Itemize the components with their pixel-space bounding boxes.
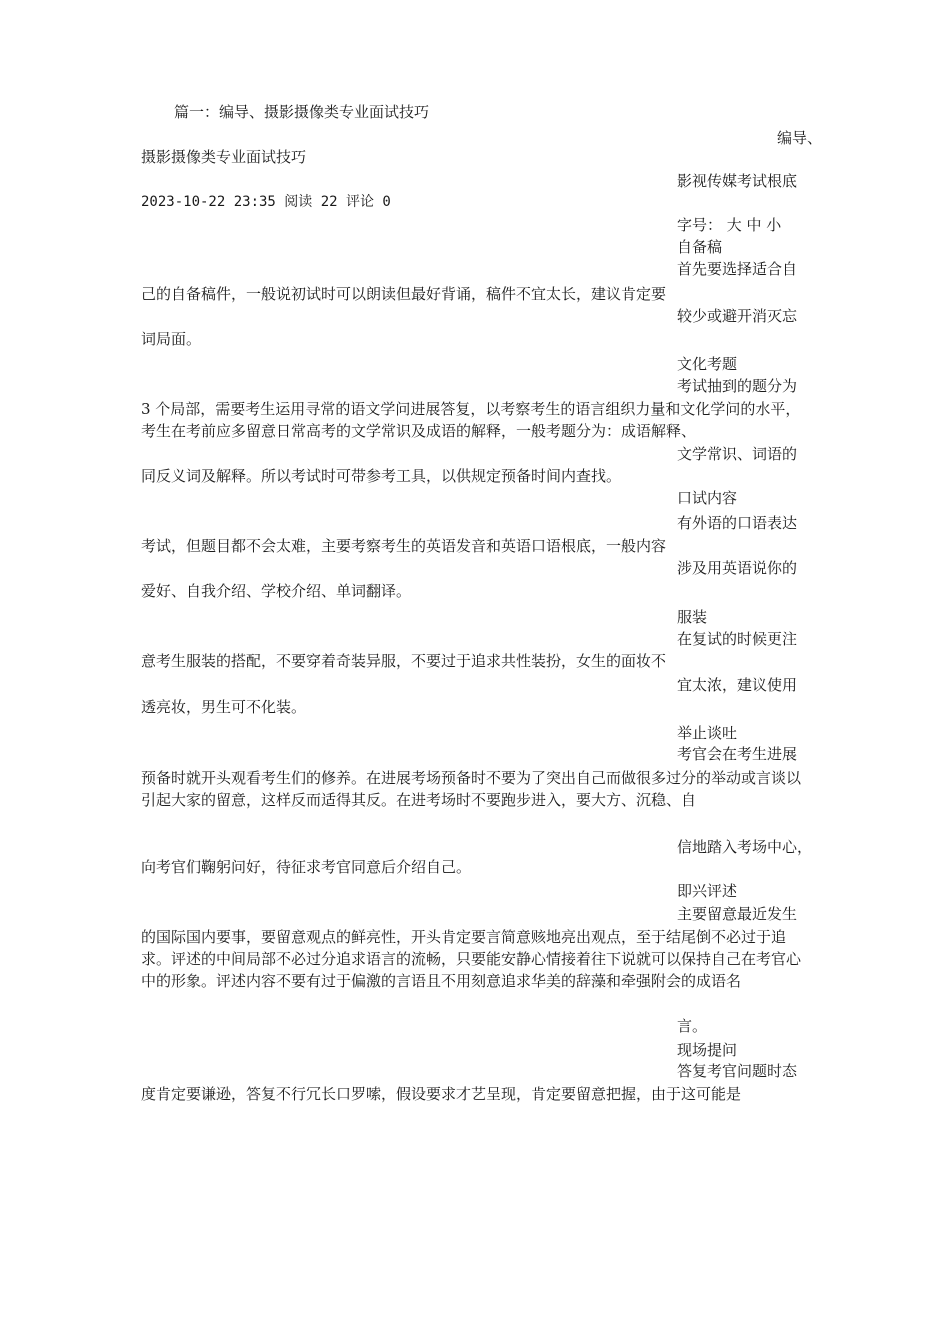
- paragraph-line: 词局面。: [141, 330, 202, 348]
- paragraph-block: 的国际国内要事，要留意观点的鲜亮性，开头肯定要言简意赅地亮出观点，至于结尾倒不必过于追求。评述的中间局部不必过分追求语言的流畅，只要能安静心情接着往下说就可以保持自己在考官心中的形象。评述内容不要有过于偏激的言语且不用刻意追求华美的辞藻和牵强附会的成语名: [141, 928, 802, 990]
- doc-title-continued: 摄影摄像类专业面试技巧: [141, 148, 307, 166]
- paragraph-line: 考官会在考生进展: [677, 745, 798, 763]
- section-heading: 自备稿: [677, 238, 723, 256]
- paragraph-line: 同反义词及解释。所以考试时可带参考工具，以供规定预备时间内查找。: [141, 467, 622, 485]
- source-label: 影视传媒考试根底: [677, 172, 798, 190]
- section-heading: 举止谈吐: [677, 724, 738, 742]
- section-heading: 服装: [677, 608, 708, 626]
- paragraph-line: 向考官们鞠躬问好，待征求考官同意后介绍自己。: [141, 858, 472, 876]
- paragraph-line: 信地踏入考场中心，: [677, 838, 813, 856]
- paragraph-block: 预备时就开头观看考生们的修养。在进展考场预备时不要为了突出自己而做很多过分的举动或言谈以引起大家的留意，这样反而适得其反。在进考场时不要跑步进入，要大方、沉稳、自: [141, 769, 802, 809]
- paragraph-line: 己的自备稿件，一般说初试时可以朗读但最好背诵，稿件不宜太长，建议肯定要: [141, 285, 667, 303]
- paragraph-line: 答复考官问题时态: [677, 1062, 798, 1080]
- section-heading: 文化考题: [677, 355, 738, 373]
- paragraph-line: 度肯定要谦逊，答复不行冗长口罗嗦，假设要求才艺呈现，肯定要留意把握，由于这可能是: [141, 1085, 742, 1103]
- paragraph-line: 有外语的口语表达: [677, 514, 798, 532]
- section-heading: 现场提问: [677, 1041, 738, 1059]
- paragraph-line: 考试，但题目都不会太难，主要考察考生的英语发音和英语口语根底，一般内容: [141, 537, 667, 555]
- paragraph-line: 文学常识、词语的: [677, 445, 798, 463]
- paragraph-line: 在复试的时候更注: [677, 630, 798, 648]
- paragraph-line: 较少或避开消灭忘: [677, 307, 798, 325]
- paragraph-line: 首先要选择适合自: [677, 260, 798, 278]
- paragraph-block: 3 个局部，需要考生运用寻常的语文学问进展答复，以考察考生的语言组织力量和文化学问的水平，考生在考前应多留意日常高考的文学常识及成语的解释，一般考题分为：成语解释、: [141, 400, 801, 440]
- post-meta: 2023-10-22 23:35 阅读 22 评论 0: [141, 194, 391, 210]
- paragraph-line: 考试抽到的题分为: [677, 377, 798, 395]
- paragraph-line: 宜太浓，建议使用: [677, 676, 798, 694]
- section-heading: 口试内容: [677, 489, 738, 507]
- paragraph-line: 意考生服装的搭配，不要穿着奇装异服，不要过于追求共性装扮，女生的面妆不: [141, 652, 667, 670]
- paragraph-line: 爱好、自我介绍、学校介绍、单词翻译。: [141, 582, 412, 600]
- paragraph-line: 言。: [677, 1017, 708, 1035]
- paragraph-line: 主要留意最近发生: [677, 905, 798, 923]
- paragraph-line: 透亮妆，男生可不化装。: [141, 698, 307, 716]
- doc-title-right: 编导、: [777, 129, 823, 147]
- doc-title: 篇一：编导、摄影摄像类专业面试技巧: [174, 103, 430, 121]
- section-heading: 即兴评述: [677, 882, 738, 900]
- paragraph-line: 涉及用英语说你的: [677, 559, 798, 577]
- font-size-selector[interactable]: 字号： 大 中 小: [677, 216, 782, 234]
